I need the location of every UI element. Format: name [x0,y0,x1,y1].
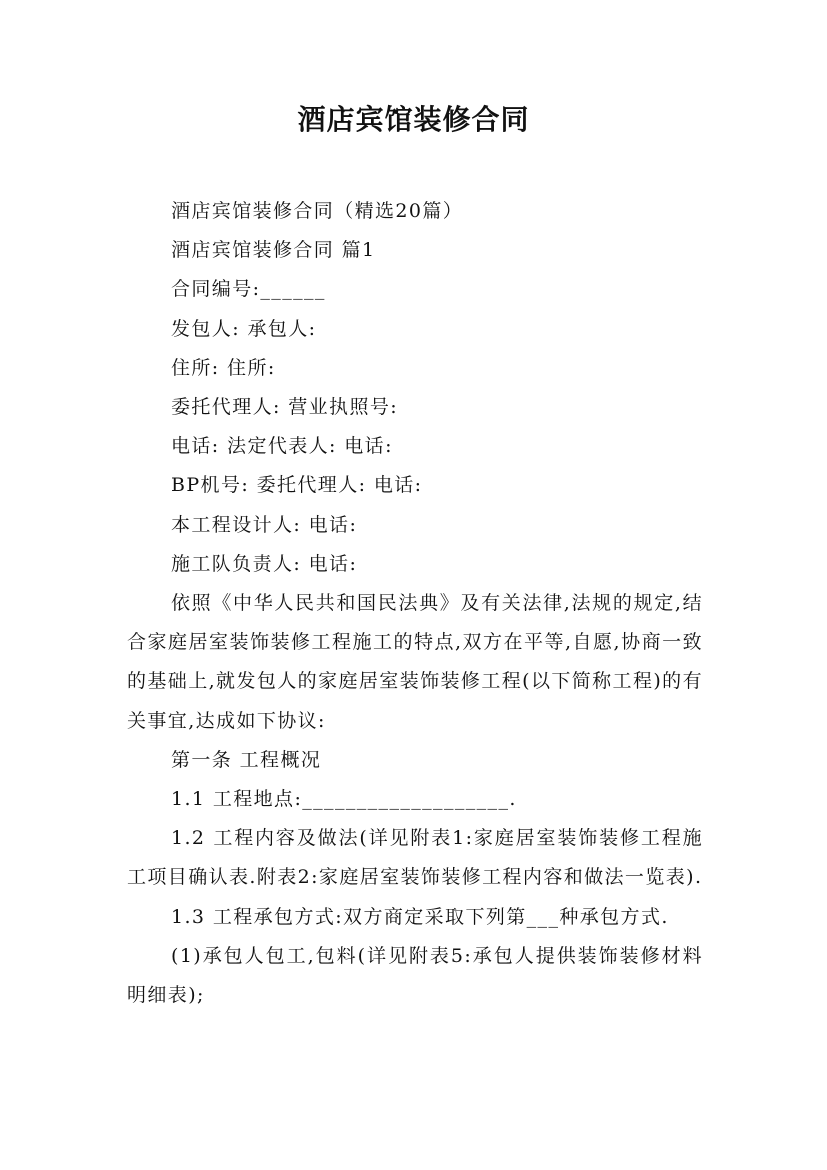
paragraph-contract-number: 合同编号:______ [171,278,326,301]
paragraph-address: 住所: 住所: [171,356,276,379]
paragraph-preamble: 依照《中华人民共和国民法典》及有关法律,法规的规定,结合家庭居室装饰装修工程施工的特点,双方在平等,自愿,协商一致的基础上,就发包人的家庭居室装饰装修工程(以下简称工程)的有关事宜,达成如下协议: [127,592,703,732]
paragraph-phone-representative: 电话: 法定代表人: 电话: [171,435,393,458]
paragraph-agent-license: 委托代理人: 营业执照号: [171,396,399,419]
paragraph-clause-1-2: 1.2 工程内容及做法(详见附表1:家庭居室装饰装修工程施工项目确认表.附表2:家庭居室装饰装修工程内容和做法一览表). [127,827,703,889]
paragraph-designer: 本工程设计人: 电话: [171,513,358,536]
document-body [127,192,703,1015]
paragraph-parties: 发包人: 承包人: [171,317,317,340]
paragraph-bp-number: BP机号: 委托代理人: 电话: [171,474,423,497]
paragraph-heading: 酒店宾馆装修合同（精选20篇） [171,200,464,222]
paragraph-option-1: (1)承包人包工,包料(详见附表5:承包人提供装饰装修材料明细表); [127,944,703,1007]
paragraph-clause-1-3: 1.3 工程承包方式:双方商定采取下列第___种承包方式. [171,905,669,928]
paragraph-section-title: 酒店宾馆装修合同 篇1 [171,239,376,262]
paragraph-article-one: 第一条 工程概况 [171,748,322,771]
paragraph-construction-lead: 施工队负责人: 电话: [171,552,358,575]
document-title: 酒店宾馆装修合同 [297,103,530,136]
paragraph-clause-1-1: 1.1 工程地点:___________________. [171,788,517,811]
